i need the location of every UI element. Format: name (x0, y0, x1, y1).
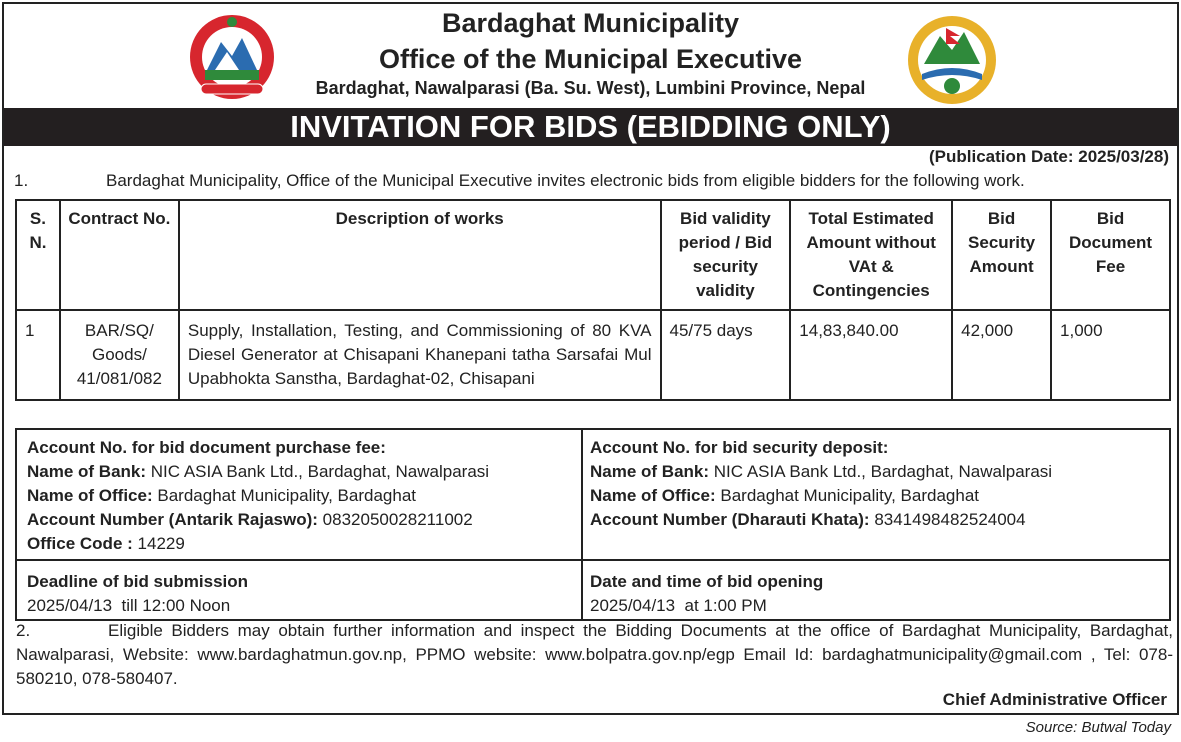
signatory-title: Chief Administrative Officer (942, 690, 1167, 709)
purchase-office-label: Name of Office: (27, 486, 153, 505)
header-description: Description of works (179, 200, 661, 310)
security-account-label: Account Number (Dharauti Khata): (590, 510, 870, 529)
paragraph-2-text: Eligible Bidders may obtain further information and inspect the Bidding Documents at the office of Bardaghat Municipality, Bardaghat, Nawalparasi, Website: www.bardaghatmun.gov.np, PPMO website: www.bolpatra.gov.np/egp Email Id: bardaghatmunicipality@gmail.com , Tel: 078-580210, 078-580407. (16, 621, 1173, 688)
security-deposit-account (590, 436, 1165, 532)
header-document-fee: Bid Document Fee (1051, 200, 1170, 310)
cell-sn: 1 (16, 310, 60, 400)
submission-deadline (27, 570, 577, 618)
cell-description: Supply, Installation, Testing, and Commissioning of 80 KVA Diesel Generator at Chisapani Khanepani tatha Sarsafai Mul Upabhokta Sanstha, Bardaghat-02, Chisapani (179, 310, 661, 400)
notice-header (4, 4, 1177, 107)
security-office: Bardaghat Municipality, Bardaghat (720, 486, 979, 505)
municipality-logo (906, 14, 998, 106)
cell-bid-validity: 45/75 days (661, 310, 791, 400)
paragraph-1-text: Bardaghat Municipality, Office of the Municipal Executive invites electronic bids from eligible bidders for the following work. (106, 171, 1025, 190)
cell-document-fee: 1,000 (1051, 310, 1170, 400)
purchase-fee-account (27, 436, 577, 556)
table-row (16, 310, 1170, 400)
source-credit: Source: Butwal Today (1025, 719, 1171, 736)
cell-contract-no: BAR/SQ/ Goods/ 41/081/082 (60, 310, 179, 400)
header-estimated-amount: Total Estimated Amount without VAt & Contingencies (790, 200, 952, 310)
header-bid-validity: Bid validity period / Bid security validity (661, 200, 791, 310)
notice-frame (2, 2, 1179, 715)
opening-heading: Date and time of bid opening (590, 572, 824, 591)
office-code: 14229 (137, 534, 185, 553)
header-contract-no: Contract No. (60, 200, 179, 310)
purchase-bank: NIC ASIA Bank Ltd., Bardaghat, Nawalparasi (150, 462, 490, 481)
opening-value: 2025/04/13 at 1:00 PM (590, 596, 767, 615)
header-bid-security: Bid Security Amount (952, 200, 1051, 310)
office-code-label: Office Code : (27, 534, 133, 553)
office-address: Bardaghat, Nawalparasi (Ba. Su. West), Lumbini Province, Nepal (315, 78, 866, 98)
municipality-name: Bardaghat Municipality (441, 8, 740, 38)
security-bank: NIC ASIA Bank Ltd., Bardaghat, Nawalparasi (713, 462, 1053, 481)
deadline-heading: Deadline of bid submission (27, 572, 249, 591)
accounts-divider-horizontal (17, 559, 1169, 561)
accounts-box (15, 428, 1171, 621)
table-header-row (16, 200, 1170, 310)
invitation-banner: INVITATION FOR BIDS (EBIDDING ONLY) (4, 108, 1177, 146)
paragraph-1-number: 1. (14, 171, 29, 190)
purchase-heading: Account No. for bid document purchase fee: (27, 438, 386, 457)
security-account-number: 8341498482524004 (874, 510, 1026, 529)
accounts-divider-vertical (581, 430, 583, 619)
purchase-bank-label: Name of Bank: (27, 462, 147, 481)
deadline-value: 2025/04/13 till 12:00 Noon (27, 596, 231, 615)
cell-bid-security: 42,000 (952, 310, 1051, 400)
paragraph-2 (16, 619, 1173, 691)
purchase-account-number: 0832050028211002 (322, 510, 473, 529)
header-sn: S. N. (16, 200, 60, 310)
security-office-label: Name of Office: (590, 486, 716, 505)
purchase-office: Bardaghat Municipality, Bardaghat (157, 486, 416, 505)
office-name: Office of the Municipal Executive (378, 44, 803, 74)
works-table (15, 199, 1171, 401)
bid-opening (590, 570, 1165, 618)
purchase-account-label: Account Number (Antarik Rajaswo): (27, 510, 318, 529)
security-heading: Account No. for bid security deposit: (590, 438, 889, 457)
security-bank-label: Name of Bank: (590, 462, 710, 481)
cell-estimated-amount: 14,83,840.00 (790, 310, 952, 400)
publication-date: (Publication Date: 2025/03/28) (929, 147, 1169, 166)
paragraph-2-number: 2. (16, 621, 31, 640)
